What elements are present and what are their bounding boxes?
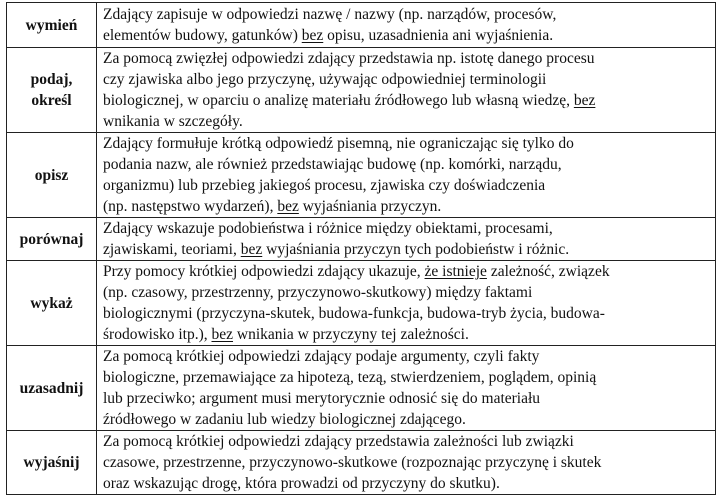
definition-line <box>103 196 711 217</box>
definition-line <box>103 303 711 324</box>
definition-cell <box>97 218 716 261</box>
text-segment: wnikania w przyczyny tej zależności. <box>233 326 469 343</box>
text-segment: czy zjawiska albo jego przyczynę, używając odpowiedniej terminologii <box>103 71 547 88</box>
emphasis-underline: bez <box>211 326 234 343</box>
emphasis-underline: że istnieje <box>424 263 487 280</box>
definition-line <box>103 90 711 111</box>
term-cell <box>7 261 97 346</box>
text-segment: biologiczne, przemawiające za hipotezą, tezą, stwierdzeniem, poglądem, opinią <box>103 369 597 386</box>
emphasis-underline: bez <box>240 241 263 258</box>
definition-cell <box>97 431 716 495</box>
text-segment: wyjaśniania przyczyn tych podobieństw i różnic. <box>262 241 570 258</box>
text-segment: lub przeciwko; argument musi merytorycznie odnosić się do materiału <box>103 390 541 407</box>
table-row <box>7 133 716 218</box>
table-row <box>7 3 716 48</box>
definition-line <box>103 261 711 282</box>
table-body <box>7 3 716 495</box>
text-segment: czasowe, przestrzenne, przyczynowo-skutkowe (rozpoznając przyczynę i skutek <box>103 454 602 471</box>
term-label: wykaż <box>30 294 73 312</box>
term-label: określ <box>31 92 72 109</box>
table-row <box>7 346 716 431</box>
text-segment: Zdający zapisuje w odpowiedzi nazwę / nazwy (np. narządów, procesów, <box>103 6 557 23</box>
definition-line <box>103 367 711 388</box>
definition-line <box>103 4 711 25</box>
definition-line <box>103 48 711 69</box>
definition-line <box>103 431 711 452</box>
term-label: opisz <box>34 166 69 184</box>
text-segment: organizmu) lub przebieg jakiegoś procesu, zjawiska czy doświadczenia <box>103 177 546 194</box>
definition-cell <box>97 133 716 218</box>
definition-line <box>103 133 711 154</box>
text-segment: Za pomocą zwięzłej odpowiedzi zdający przedstawia np. istotę danego procesu <box>103 50 595 67</box>
term-cell <box>7 48 97 133</box>
definition-line <box>103 218 711 239</box>
definition-cell <box>97 3 716 48</box>
definition-line <box>103 409 711 430</box>
command-terms-table <box>6 2 716 495</box>
text-segment: biologicznej, w oparciu o analizę materiału źródłowego lub własną wiedzę, <box>103 92 574 109</box>
text-segment: Za pomocą krótkiej odpowiedzi zdający przedstawia zależności lub związki <box>103 433 574 450</box>
text-segment: Zdający formułuje krótką odpowiedź pisemną, nie ograniczając się tylko do <box>103 135 574 152</box>
text-segment: elementów budowy, gatunków) <box>103 27 302 44</box>
term-label: wyjaśnij <box>23 454 80 471</box>
text-segment: Zdający wskazuje podobieństwa i różnice między obiektami, procesami, <box>103 220 553 237</box>
emphasis-underline: bez <box>277 198 299 215</box>
text-segment: źródłowego w zadaniu lub wiedzy biologicznej zdającego. <box>103 411 466 428</box>
term-cell <box>7 431 97 495</box>
definition-line <box>103 239 711 260</box>
definition-line <box>103 282 711 303</box>
definition-line <box>103 473 711 494</box>
text-segment: podania nazw, ale również przedstawiając budowę (np. komórki, narządu, <box>103 156 562 173</box>
definition-line <box>103 346 711 367</box>
definition-line <box>103 25 711 46</box>
table-row <box>7 48 716 133</box>
text-segment: środowisko itp.), <box>103 326 212 343</box>
table-row <box>7 431 716 495</box>
text-segment: wnikania w szczegóły. <box>103 113 243 130</box>
emphasis-underline: bez <box>573 92 596 109</box>
text-segment: biologicznymi (przyczyna-skutek, budowa-funkcja, budowa-tryb życia, budowa- <box>103 305 605 322</box>
term-label: podaj, <box>30 71 73 88</box>
text-segment: zależność, związek <box>486 263 610 280</box>
text-segment: opisu, uzasadnienia ani wyjaśnienia. <box>323 27 554 44</box>
term-label: porównaj <box>19 230 84 248</box>
definition-cell <box>97 48 716 133</box>
text-segment: oraz wskazując drogę, która prowadzi od przyczyny do skutku). <box>103 475 500 492</box>
term-cell <box>7 218 97 261</box>
table-row <box>7 218 716 261</box>
text-segment: (np. czasowy, przestrzenny, przyczynowo-skutkowy) między faktami <box>103 284 533 301</box>
text-segment: zjawiskami, teoriami, <box>103 241 241 258</box>
term-label: wymień <box>25 16 78 34</box>
definition-line <box>103 69 711 90</box>
definition-line <box>103 388 711 409</box>
definition-cell <box>97 346 716 431</box>
definition-line <box>103 154 711 175</box>
table-row <box>7 261 716 346</box>
definition-cell <box>97 261 716 346</box>
term-label: uzasadnij <box>19 379 84 397</box>
definition-line <box>103 324 711 345</box>
definition-line <box>103 175 711 196</box>
text-segment: Za pomocą krótkiej odpowiedzi zdający podaje argumenty, czyli fakty <box>103 348 540 365</box>
term-cell <box>7 3 97 48</box>
term-cell <box>7 346 97 431</box>
text-segment: Przy pomocy krótkiej odpowiedzi zdający ukazuje, <box>103 263 425 280</box>
term-cell <box>7 133 97 218</box>
text-segment: (np. następstwo wydarzeń), <box>103 198 278 215</box>
definition-line <box>103 111 711 132</box>
emphasis-underline: bez <box>301 27 324 44</box>
definition-line <box>103 452 711 473</box>
text-segment: wyjaśniania przyczyn. <box>298 198 442 215</box>
